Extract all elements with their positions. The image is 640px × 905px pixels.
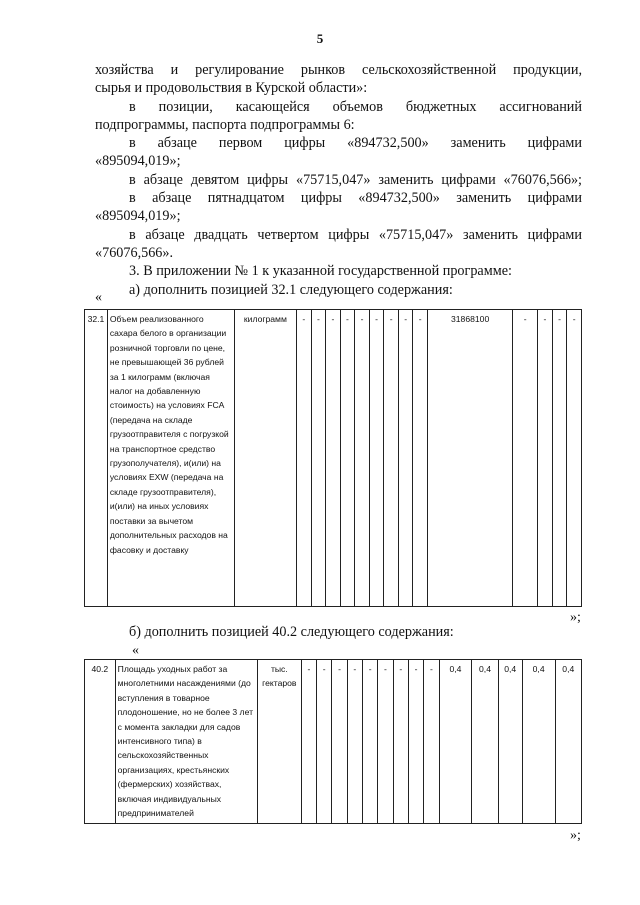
paragraph-3-line-1: в абзаце первом цифры «894732,500» заменить цифрами (129, 135, 582, 152)
value-cell: - (398, 310, 413, 607)
value-cell: - (340, 310, 355, 607)
value-cell: - (384, 310, 399, 607)
position-number: 40.2 (85, 660, 116, 824)
open-quote-1: « (95, 290, 102, 305)
value-cell: 31868100 (428, 310, 513, 607)
page-number: 5 (316, 31, 324, 46)
unit-of-measure: тыс. гектаров (257, 660, 301, 824)
value-cell: - (347, 660, 362, 824)
value-cell: - (424, 660, 439, 824)
value-cell: - (378, 660, 393, 824)
value-cell: 0,4 (439, 660, 472, 824)
value-cell: - (567, 310, 582, 607)
paragraph-4: в абзаце девятом цифры «75715,047» заменить цифрами «76076,566»; (129, 171, 582, 188)
value-cell: - (355, 310, 370, 607)
body-text (95, 61, 582, 299)
table-row (85, 660, 582, 824)
value-cell: - (297, 310, 312, 607)
unit-of-measure: килограмм (234, 310, 296, 607)
paragraph-5-line-2: «895094,019»; (95, 208, 181, 225)
position-number: 32.1 (85, 310, 108, 607)
section-b-heading: б) дополнить позицией 40.2 следующего содержания: (129, 624, 454, 640)
value-cell: - (311, 310, 326, 607)
value-cell: - (326, 310, 341, 607)
paragraph-6-line-2: «76076,566». (95, 244, 174, 261)
value-cell: 0,4 (522, 660, 555, 824)
value-cell: - (332, 660, 347, 824)
value-cell: - (408, 660, 423, 824)
indicator-description: Площадь уходных работ за многолетними насаждениями (до вступления в товарное плодоношение, но не более 3 лет с момента закладки для садов интенсивного типа) в сельскохозяйственных организациях, крестьянских (фермерских) хозяйствах, включая индивидуальных предпринимателей (115, 660, 257, 824)
value-cell: - (301, 660, 316, 824)
table-row (85, 310, 582, 607)
value-cell: - (362, 660, 377, 824)
value-cell: 0,4 (472, 660, 498, 824)
value-cell: - (513, 310, 538, 607)
paragraph-1-line-1: хозяйства и регулирование рынков сельскохозяйственной продукции, (95, 62, 582, 78)
value-cell: 0,4 (498, 660, 522, 824)
paragraph-5-line-1: в абзаце пятнадцатом цифры «894732,500» заменить цифрами (129, 190, 582, 207)
close-quote-2: »; (570, 828, 581, 843)
paragraph-1-line-2: сырья и продовольствия в Курской области»: (95, 80, 368, 97)
value-cell: 0,4 (555, 660, 581, 824)
value-cell: - (393, 660, 408, 824)
value-cell: - (538, 310, 553, 607)
value-cell: - (317, 660, 332, 824)
open-quote-2: « (132, 643, 139, 658)
table-position-40-2 (84, 659, 582, 824)
table-position-32-1 (84, 309, 582, 607)
close-quote-1: »; (570, 610, 581, 625)
value-cell: - (413, 310, 428, 607)
paragraph-6-line-1: в абзаце двадцать четвертом цифры «75715,047» заменить цифрами (129, 226, 582, 243)
value-cell: - (369, 310, 384, 607)
paragraph-7: 3. В приложении № 1 к указанной государственной программе: (129, 263, 512, 280)
paragraph-2-line-2: подпрограммы, паспорта подпрограммы 6: (95, 116, 355, 133)
paragraph-3-line-2: «895094,019»; (95, 153, 181, 170)
indicator-description: Объем реализованного сахара белого в организации розничной торговли по цене, не превышающей 36 рублей за 1 килограмм (включая налог на добавленную стоимость) на условиях FCA (передача на складе грузоотправителя с погрузкой на транспортное средство грузополучателя), и(или) на условиях EXW (передача на складе грузоотправителя), и(или) на иных условиях поставки за вычетом дополнительных расходов на фасовку и доставку (107, 310, 234, 607)
paragraph-8: а) дополнить позицией 32.1 следующего содержания: (129, 281, 453, 298)
value-cell: - (552, 310, 567, 607)
paragraph-2-line-1: в позиции, касающейся объемов бюджетных ассигнований (129, 98, 582, 115)
